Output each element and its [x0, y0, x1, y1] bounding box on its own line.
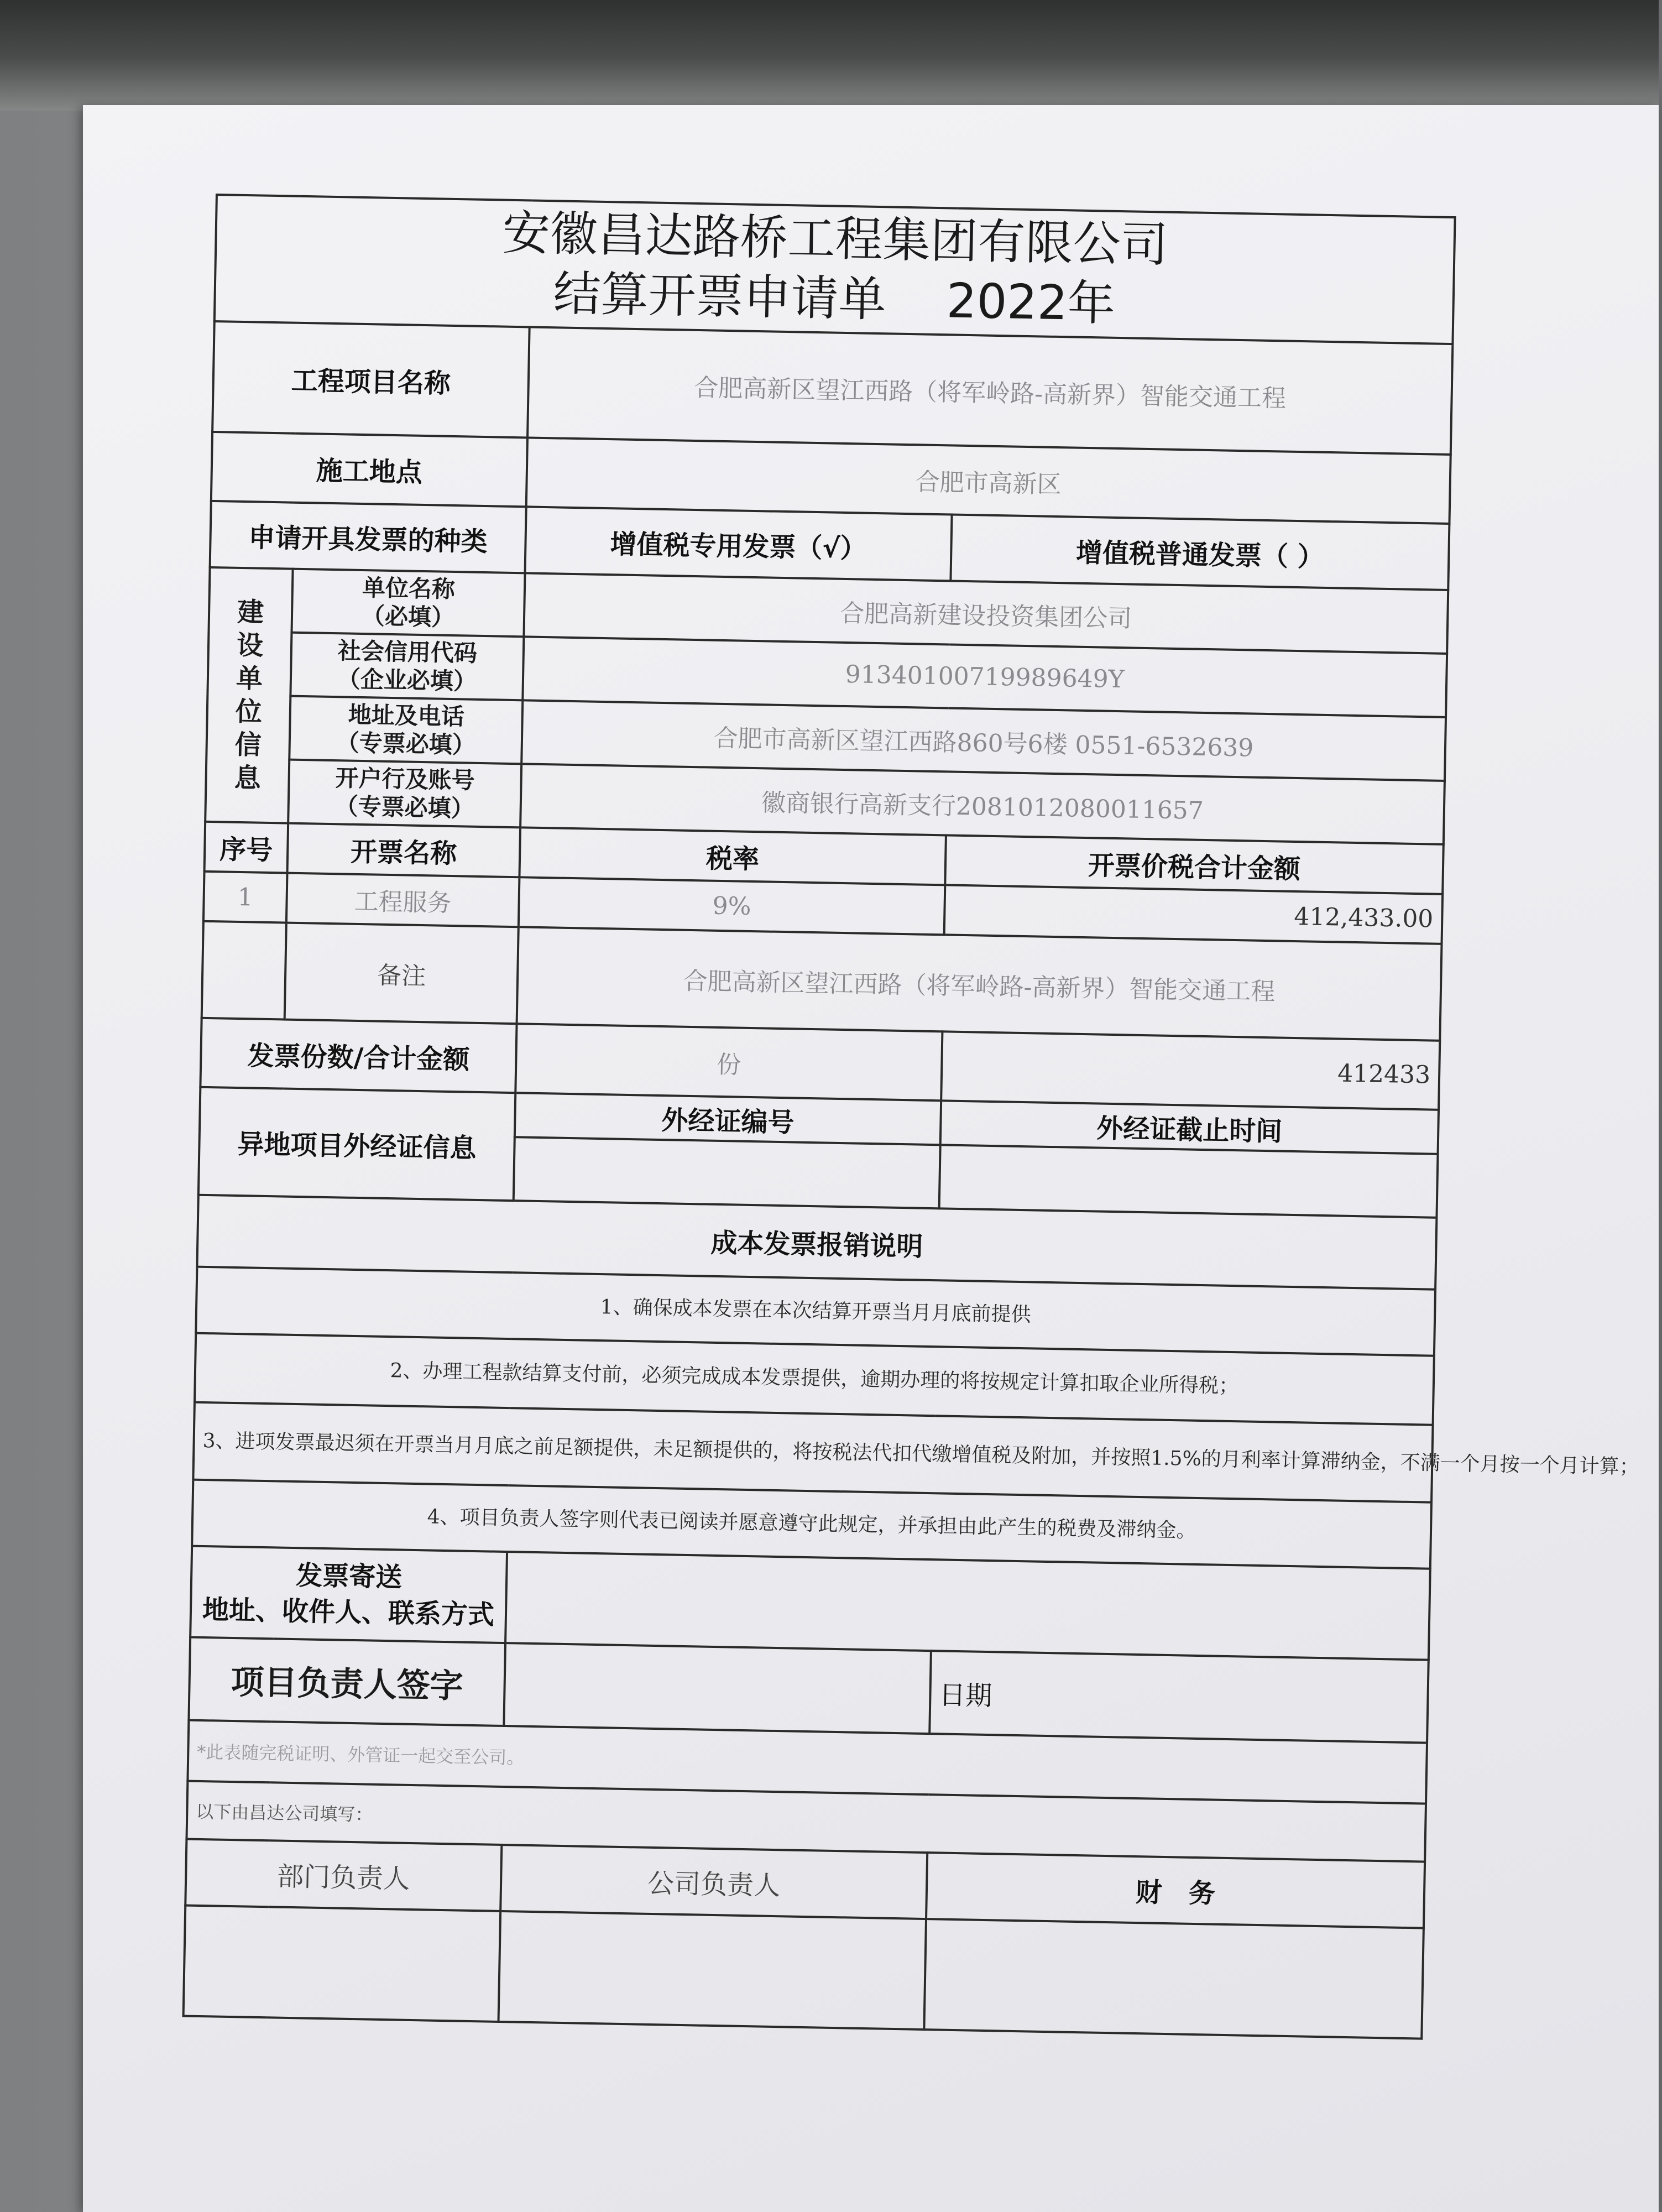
items-header-rate: 税率 — [519, 827, 946, 885]
items-header-name: 开票名称 — [288, 823, 521, 878]
form-header-row — [215, 195, 1455, 344]
totals-amount: 412433 — [941, 1031, 1440, 1109]
builder-label-unit-name: 单位名称 （必填） — [291, 569, 525, 637]
item-rate: 9% — [519, 877, 945, 935]
project-name-label: 工程项目名称 — [212, 321, 530, 437]
internal-approvals-sign-row — [184, 1906, 1424, 2039]
form-title-text: 结算开票申请单 — [552, 265, 887, 327]
builder-label-credit-code: 社会信用代码 （企业必填） — [290, 633, 524, 701]
cost-note-3: 3、进项发票最迟须在开票当月月底之前足额提供，未足额提供的，将按税法代扣代缴增值税及附加，并按照1.5%的月利率计算滞纳金，不满一个月按一个月计算； — [193, 1402, 1433, 1503]
project-name-value: 合肥高新区望江西路（将军岭路-高新界）智能交通工程 — [527, 327, 1452, 455]
builder-group-label — [205, 567, 292, 823]
external-cert-label: 异地项目外经证信息 — [198, 1087, 515, 1201]
invoice-type-normal: 增值税普通发票（ ） — [950, 514, 1449, 589]
builder-group-label-text: 建设单位信息 — [234, 596, 264, 794]
external-cert-no-value — [514, 1137, 940, 1208]
company-name: 安徽昌达路桥工程集团有限公司 — [501, 205, 1169, 273]
dept-head-sign-box — [184, 1906, 501, 2022]
mailing-value — [505, 1552, 1430, 1660]
finance-label: 财 务 — [926, 1853, 1425, 1928]
items-header-no: 序号 — [205, 822, 289, 873]
builder-value-unit-name: 合肥高新建设投资集团公司 — [524, 573, 1448, 654]
form-table — [182, 194, 1639, 2040]
dept-head-label: 部门负责人 — [185, 1839, 501, 1911]
signature-label: 项目负责人签字 — [189, 1637, 505, 1726]
external-cert-expiry-label: 外经证截止时间 — [940, 1100, 1439, 1154]
mailing-label-line1: 发票寄送 — [295, 1559, 403, 1593]
signature-space — [504, 1643, 931, 1734]
item-no: 1 — [203, 872, 288, 923]
builder-value-address-phone: 合肥市高新区望江西路860号6楼 0551-6532639 — [521, 700, 1446, 781]
cost-note-4: 4、项目负责人签字则代表已阅读并愿意遵守此规定，并承担由此产生的税费及滞纳金。 — [192, 1480, 1431, 1569]
company-head-label: 公司负责人 — [500, 1845, 927, 1919]
remark-value: 合肥高新区望江西路（将军岭路-高新界）智能交通工程 — [517, 927, 1442, 1041]
form-year: 2022年 — [945, 273, 1116, 332]
remark-label: 备注 — [285, 923, 519, 1024]
builder-value-bank-account: 徽商银行高新支行2081012080011657 — [520, 764, 1445, 844]
signature-date-label: 日期 — [929, 1651, 1429, 1743]
invoice-type-label: 申请开具发票的种类 — [210, 501, 526, 573]
totals-label: 发票份数/合计金额 — [200, 1018, 516, 1093]
cost-notes-title: 成本发票报销说明 — [197, 1195, 1436, 1290]
invoice-type-special: 增值税专用发票（√） — [525, 507, 952, 581]
project-name-row — [212, 321, 1452, 455]
item-amount: 412,433.00 — [944, 885, 1443, 943]
finance-sign-box — [924, 1919, 1424, 2038]
internal-note: 以下由昌达公司填写： — [186, 1781, 1426, 1862]
footnote: *此表随完税证明、外管证一起交至公司。 — [187, 1720, 1427, 1804]
builder-value-credit-code: 91340100719989649Y — [522, 637, 1447, 717]
builder-label-address-phone: 地址及电话 （专票必填） — [289, 696, 522, 764]
site-label: 施工地点 — [211, 432, 527, 507]
remark-spacer — [202, 921, 286, 1020]
external-cert-no-label: 外经证编号 — [515, 1093, 941, 1145]
mailing-label-line2: 地址、收件人、联系方式 — [202, 1594, 495, 1631]
cost-note-2: 2、办理工程款结算支付前，必须完成成本发票提供，逾期办理的将按规定计算扣取企业所得税； — [195, 1333, 1434, 1425]
mailing-label — [190, 1546, 507, 1643]
items-header-amount: 开票价税合计金额 — [945, 835, 1443, 894]
invoice-application-form — [179, 194, 1639, 2195]
cost-note-1: 1、确保成本发票在本次结算开票当月月底前提供 — [196, 1267, 1435, 1356]
totals-copies: 份 — [515, 1024, 942, 1100]
site-value: 合肥市高新区 — [526, 437, 1451, 524]
item-name: 工程服务 — [286, 873, 520, 927]
form-header — [215, 195, 1455, 344]
builder-label-bank-account: 开户行及账号 （专票必填） — [288, 760, 521, 828]
company-head-sign-box — [499, 1911, 927, 2030]
external-cert-expiry-value — [939, 1145, 1438, 1217]
